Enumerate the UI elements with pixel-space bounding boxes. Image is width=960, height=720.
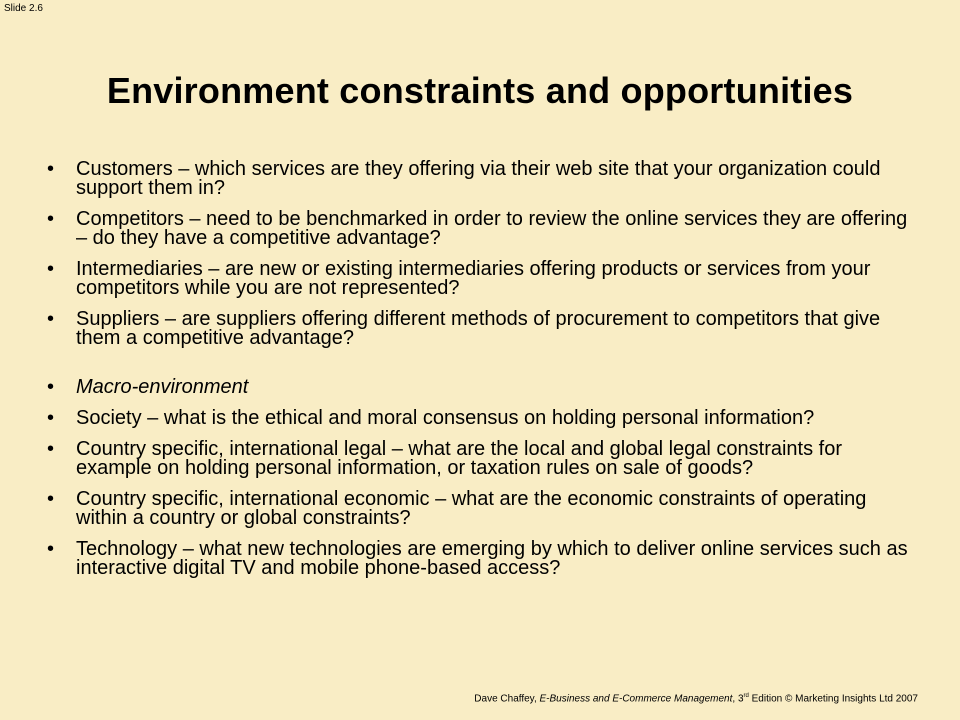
bullet-text: Competitors – need to be benchmarked in order to review the online services they are offering – do they have a competitive advantage? — [76, 208, 908, 249]
bullet-item — [47, 208, 916, 249]
bullet-text: Country specific, international legal – what are the local and global legal constraints for example on holding personal information, or taxation rules on sale of goods? — [76, 438, 842, 479]
bullet-item — [47, 407, 916, 429]
footer-rest: Edition © Marketing Insights Ltd 2007 — [748, 693, 918, 704]
slide-title: Environment constraints and opportunities — [106, 70, 854, 111]
footer-citation — [474, 693, 918, 704]
bullet-dot-icon: • — [47, 208, 55, 230]
bullet-item — [47, 308, 916, 349]
bullet-text: Technology – what new technologies are emerging by which to deliver online services such as interactive digital TV and mobile phone-based access? — [76, 538, 908, 579]
bullet-dot-icon: • — [47, 438, 55, 460]
bullet-dot-icon: • — [47, 258, 55, 280]
bullet-item — [47, 538, 916, 579]
slide-number: Slide 2.6 — [4, 3, 43, 14]
bullet-text: Macro-environment — [76, 376, 249, 398]
bullet-text: Society – what is the ethical and moral consensus on holding personal information? — [76, 407, 815, 429]
bullet-dot-icon: • — [47, 158, 55, 180]
bullet-item — [47, 488, 916, 529]
footer-author: Dave Chaffey, — [474, 693, 540, 704]
bullet-item — [47, 438, 916, 479]
bullet-dot-icon: • — [47, 308, 55, 330]
bullet-item-heading — [47, 376, 916, 398]
bullet-text: Customers – which services are they offering via their web site that your organization could support them in? — [76, 158, 881, 199]
bullet-dot-icon: • — [47, 407, 55, 429]
footer-book-title: E-Business and E-Commerce Management — [539, 693, 733, 704]
footer-edition-sup: rd — [743, 692, 749, 699]
bullet-dot-icon: • — [47, 538, 55, 560]
footer-edition-prefix: , 3 — [732, 693, 744, 704]
bullet-list — [47, 158, 916, 590]
bullet-dot-icon: • — [47, 488, 55, 510]
bullet-dot-icon: • — [47, 376, 55, 398]
bullet-item — [47, 158, 916, 199]
bullet-item — [47, 258, 916, 299]
bullet-text: Intermediaries – are new or existing intermediaries offering products or services from your competitors while you are not represented? — [76, 258, 871, 299]
bullet-text: Suppliers – are suppliers offering different methods of procurement to competitors that give them a competitive advantage? — [76, 308, 881, 349]
bullet-text: Country specific, international economic – what are the economic constraints of operating within a country or global constraints? — [76, 488, 867, 529]
